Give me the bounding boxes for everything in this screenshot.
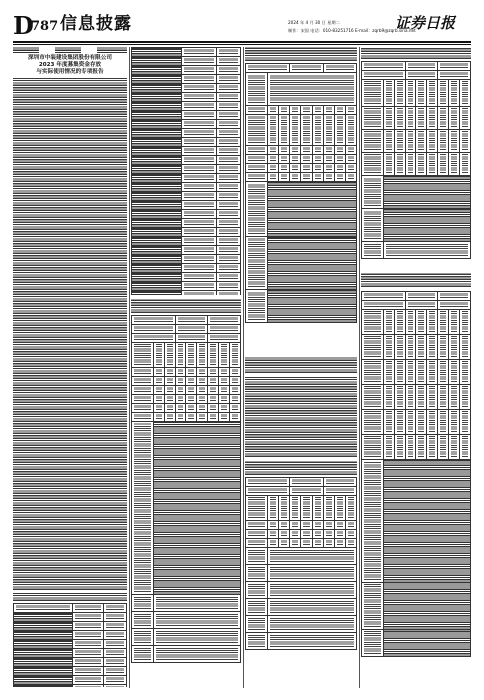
column-2 xyxy=(131,47,241,688)
page-number: 787 xyxy=(31,19,59,34)
project-table xyxy=(361,61,471,265)
page-header xyxy=(0,0,484,40)
column-rule xyxy=(129,47,130,688)
note-text xyxy=(245,357,357,373)
stock-info-line xyxy=(13,47,127,54)
note-text xyxy=(131,299,241,313)
masthead-logo: 证券日报 xyxy=(395,14,456,32)
notes-text xyxy=(245,377,357,457)
project-table-2 xyxy=(361,291,471,687)
table-caption xyxy=(245,461,357,475)
note-text xyxy=(361,273,471,287)
section-code: D xyxy=(13,11,34,40)
column-rule xyxy=(359,47,360,688)
article-title-line: 2023 年度募集资金存放 xyxy=(38,62,102,68)
column-1 xyxy=(13,47,127,688)
data-table xyxy=(131,47,241,295)
table-caption xyxy=(361,47,471,59)
section-name: 信息披露 xyxy=(60,14,132,34)
table-caption xyxy=(13,593,127,601)
header-rule-thick xyxy=(13,41,471,43)
change-table xyxy=(245,63,357,353)
article-title-line: 与实际使用情况的专项报告 xyxy=(36,69,104,75)
column-4 xyxy=(361,47,471,688)
column-rule xyxy=(243,47,244,688)
header-rule-thin xyxy=(13,44,471,45)
data-table xyxy=(13,603,127,687)
column-3 xyxy=(245,47,357,688)
table-caption xyxy=(245,47,357,61)
contact-line: 制作：宋国 电话：010-83251716 E-mail：zqrb9@zqrb.sina.net xyxy=(288,28,416,33)
usage-table xyxy=(131,315,241,685)
dateline: 2024 年 4 月 30 日 星期二 xyxy=(288,20,340,25)
article-body-text xyxy=(13,78,127,590)
change-table-2 xyxy=(245,477,357,687)
article-title-line: 深圳市中装建设集团股份有限公司 xyxy=(28,55,112,61)
